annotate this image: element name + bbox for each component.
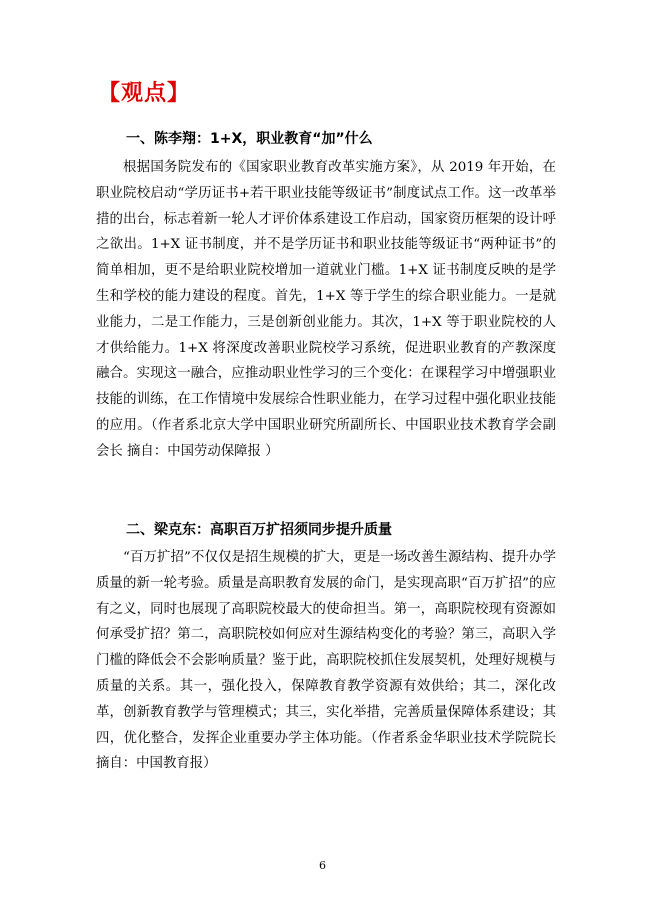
section-heading: 【观点】 (98, 81, 191, 106)
article-title-2: 二、梁克东：高职百万扩招须同步提升质量 (126, 522, 392, 538)
article-body-2: “百万扩招”不仅仅是招生规模的扩大，更是一场改善生源结构、提升办学质量的新一轮考验。质量是高职教育发展的命门，是实现高职“百万扩招”的应有之义，同时也展现了高职院校最大的使命担当。第一，高职院校现有资源如何承受扩招？第二，高职院校如何应对生源结构变化的考验？第三，高职入学门槛的降低会不会影响质量？鉴于此，高职院校抓住发展契机，处理好规模与质量的关系。其一，强化投入，保障教育教学资源有效供给；其二，深化改革，创新教育教学与管理模式；其三，实化举措，完善质量保障体系建设；其四，优化整合，发挥企业重要办学主体功能。（作者系金华职业技术学院院长 摘自：中国教育报） (96, 550, 556, 772)
article-body-1: 根据国务院发布的《国家职业教育改革实施方案》，从 2019 年开始，在职业院校启动“学历证书+若干职业技能等级证书”制度试点工作。这一改革举措的出台，标志着新一轮人才评价体系建设工作启动，国家资历框架的设计呼之欲出。1+X 证书制度，并不是学历证书和职业技能等级证书“两种证书”的简单相加，更不是给职业院校增加一道就业门槛。1+X 证书制度反映的是学生和学校的能力建设的程度。首先，1+X 等于学生的综合职业能力。一是就业能力，二是工作能力，三是创新创业能力。其次，1+X 等于职业院校的人才供给能力。1+X 将深度改善职业院校学习系统，促进职业教育的产教深度融合。实现这一融合，应推动职业性学习的三个变化：在课程学习中增强职业技能的训练，在工作情境中发展综合性职业能力，在学习过程中强化职业技能的应用。（作者系北京大学中国职业研究所副所长、中国职业技术教育学会副会长 摘自：中国劳动保障报 ） (96, 160, 556, 459)
page-number: 6 (319, 859, 326, 872)
article-title-1: 一、陈李翔：1+X，职业教育“加”什么 (126, 131, 373, 147)
